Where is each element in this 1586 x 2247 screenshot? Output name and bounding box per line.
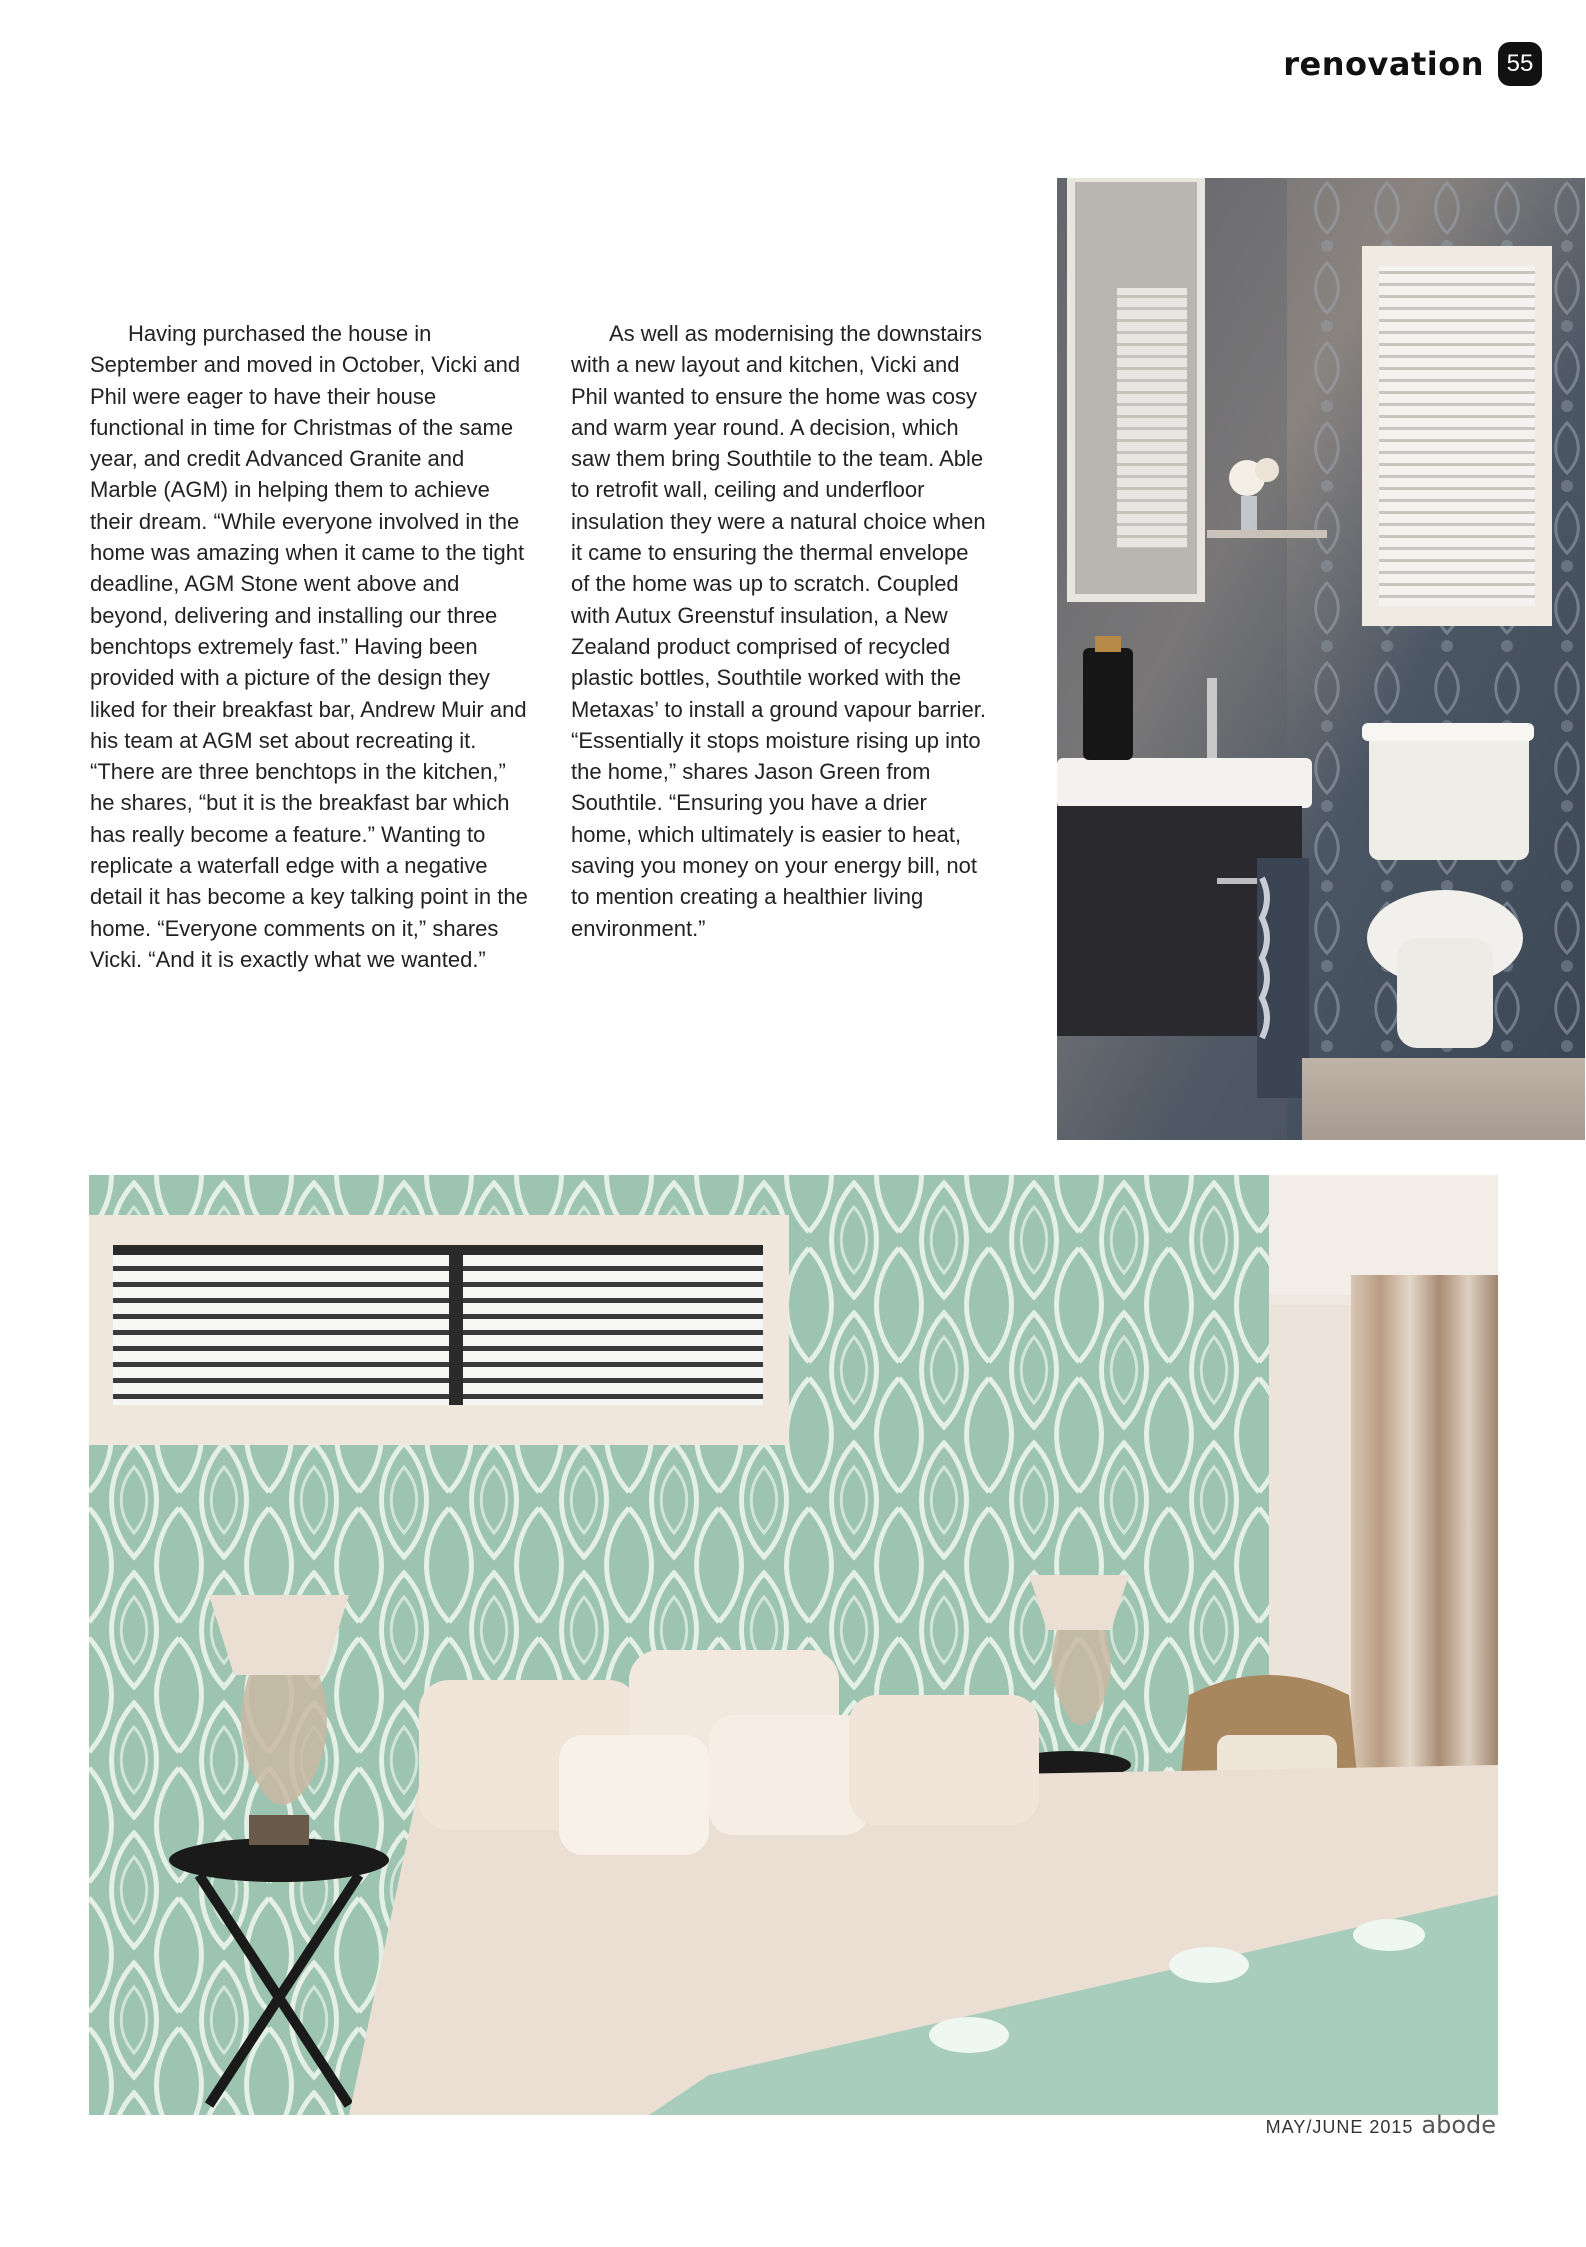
issue-date: MAY/JUNE 2015 xyxy=(1265,2117,1414,2137)
page-number-badge: 55 xyxy=(1498,42,1542,86)
bathroom-photo xyxy=(1057,178,1585,1140)
page-header xyxy=(1283,42,1542,86)
article-column-left: Having purchased the house in September and moved in October, Vicki and Phil were eager to have their house functional in time for Christmas of the same year, and credit Advanced Granite and Marble (AGM) in helping them to achieve their dream. “While everyone involved in the home was amazing when it came to the tight deadline, AGM Stone went above and beyond, delivering and installing our three benchtops extremely fast.” Having been provided with a picture of the design they liked for their breakfast bar, Andrew Muir and his team at AGM set about recreating it. “There are three benchtops in the kitchen,” he shares, “but it is the breakfast bar which has really become a feature.” Wanting to replicate a waterfall edge with a negative detail it has become a key talking point in the home. “Everyone comments on it,” shares Vicki. “And it is exactly what we wanted.” xyxy=(90,321,528,972)
bathroom-illustration xyxy=(1057,178,1585,1140)
section-title: renovation xyxy=(1283,45,1484,83)
magazine-brand: abode xyxy=(1421,2111,1496,2139)
bedroom-photo xyxy=(89,1175,1498,2115)
page-footer xyxy=(1266,2111,1496,2139)
bedroom-illustration xyxy=(89,1175,1498,2115)
article-column-right: As well as modernising the downstairs with a new layout and kitchen, Vicki and Phil wanted to ensure the home was cosy and warm year round. A decision, which saw them bring Southtile to the team. Able to retrofit wall, ceiling and underfloor insulation they were a natural choice when it came to ensuring the thermal envelope of the home was up to scratch. Coupled with Autux Greenstuf insulation, a New Zealand product comprised of recycled plastic bottles, Southtile worked with the Metaxas’ to install a ground vapour barrier. “Essentially it stops moisture rising up into the home,” shares Jason Green from Southtile. “Ensuring you have a drier home, which ultimately is easier to heat, saving you money on your energy bill, not to mention creating a healthier living environment.” xyxy=(571,321,986,941)
